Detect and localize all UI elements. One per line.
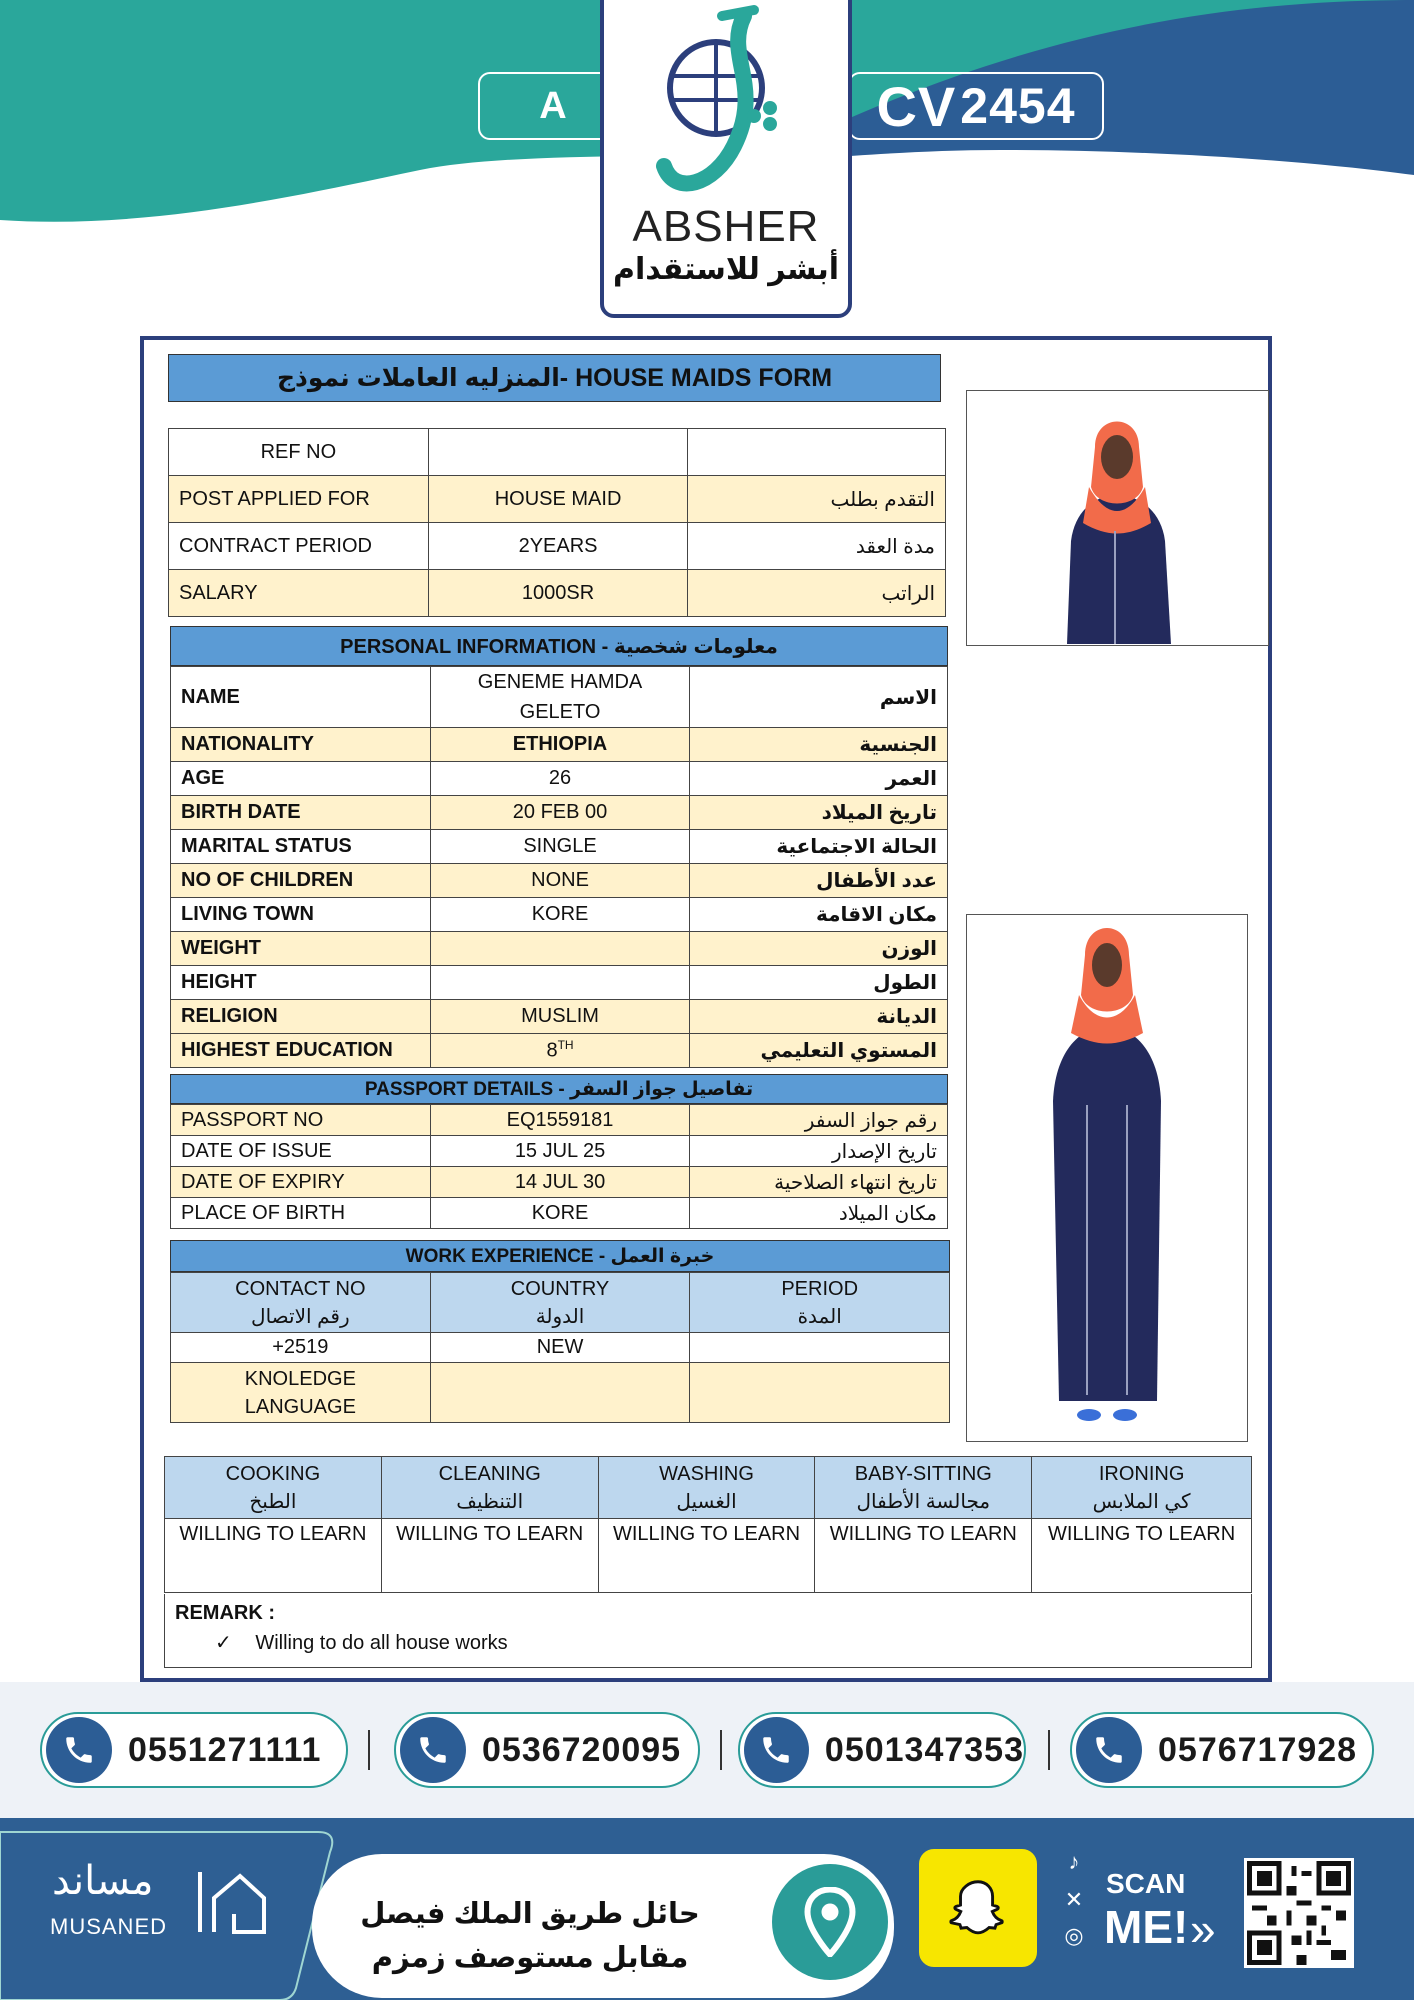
contact-cell: +2519 (171, 1333, 431, 1363)
remark-item (215, 1630, 508, 1655)
remark-label: REMARK : (175, 1602, 275, 1624)
knowledge-label: KNOLEDGE LANGUAGE (171, 1363, 431, 1423)
row-value: EQ1559181 (430, 1105, 690, 1136)
logo-text-ar: أبشر للاستقدام (612, 253, 840, 286)
check-icon: ✓ (215, 1632, 232, 1654)
phone-button[interactable] (738, 1712, 1026, 1788)
skill-value: WILLING TO LEARN (1032, 1519, 1252, 1593)
skill-value: WILLING TO LEARN (815, 1519, 1032, 1593)
divider (368, 1730, 370, 1770)
absher-logo (600, 0, 852, 318)
row-label-ar: رقم جواز السفر (690, 1105, 948, 1136)
cv-number-badge: CV 2454 (848, 72, 1104, 140)
skill-header: BABY-SITTING مجالسة الأطفال (815, 1457, 1032, 1519)
period-cell (690, 1333, 950, 1363)
row-value (430, 966, 690, 1000)
row-value: 8TH (430, 1034, 690, 1068)
table-row (171, 932, 948, 966)
row-label-ar: الديانة (690, 1000, 948, 1034)
address-line: حائل طريق الملك فيصل (360, 1898, 700, 1930)
table-row (169, 429, 946, 476)
row-label-ar (688, 429, 946, 476)
row-label: DATE OF EXPIRY (171, 1167, 431, 1198)
table-row (171, 762, 948, 796)
phone-button[interactable] (1070, 1712, 1374, 1788)
row-label: REF NO (169, 429, 429, 476)
portrait-figure (967, 391, 1267, 644)
phone-icon (400, 1717, 466, 1783)
work-experience-table (170, 1272, 950, 1423)
table-row (171, 864, 948, 898)
row-label-ar: الراتب (688, 570, 946, 617)
column-header: CONTACT NO رقم الاتصال (171, 1273, 431, 1333)
musaned-logo-en: MUSANED (50, 1914, 168, 1939)
version-letter-badge: A (478, 72, 628, 140)
phone-number: 0501347353 (824, 1730, 1024, 1769)
row-label-ar: تاريخ انتهاء الصلاحية (690, 1167, 948, 1198)
row-value: 2YEARS (428, 523, 688, 570)
table-row (171, 966, 948, 1000)
knowledge-extra (690, 1363, 950, 1423)
row-label-ar: تاريخ الإصدار (690, 1136, 948, 1167)
table-row (171, 728, 948, 762)
row-value (430, 932, 690, 966)
logo-emblem (604, 0, 848, 206)
row-label: CONTRACT PERIOD (169, 523, 429, 570)
tiktok-icon[interactable]: ♪ (1068, 1849, 1080, 1874)
row-label-ar: مكان الاقامة (690, 898, 948, 932)
logo-text-en: ABSHER (632, 202, 820, 251)
table-row (169, 570, 946, 617)
row-label-ar: الوزن (690, 932, 948, 966)
scan-me-label: ME! (1104, 1901, 1189, 1953)
scan-label: SCAN (1106, 1868, 1186, 1899)
phone-button[interactable] (394, 1712, 700, 1788)
row-value: KORE (430, 1198, 690, 1229)
row-label: SALARY (169, 570, 429, 617)
phone-number: 0576717928 (1158, 1730, 1358, 1769)
phone-icon (1076, 1717, 1142, 1783)
country-cell: NEW (430, 1333, 690, 1363)
portrait-photo (966, 390, 1269, 646)
table-row (171, 1167, 948, 1198)
personal-info-table (170, 666, 948, 1068)
row-label: NO OF CHILDREN (171, 864, 431, 898)
skill-value: WILLING TO LEARN (165, 1519, 382, 1593)
x-icon[interactable]: ✕ (1064, 1887, 1084, 1912)
row-label-ar: مكان الميلاد (690, 1198, 948, 1229)
table-header-row (165, 1457, 1252, 1519)
table-row (171, 898, 948, 932)
passport-header: PASSPORT DETAILS - تفاصيل جواز السفر (170, 1074, 948, 1104)
cv-form (140, 336, 1272, 1682)
row-value: 14 JUL 30 (430, 1167, 690, 1198)
passport-table (170, 1104, 948, 1229)
job-table (168, 428, 946, 617)
row-value: KORE (430, 898, 690, 932)
row-label-ar: الحالة الاجتماعية (690, 830, 948, 864)
form-title: المنزليه العاملات نموذج- HOUSE MAIDS FORM (168, 354, 941, 402)
row-label: PLACE OF BIRTH (171, 1198, 431, 1229)
column-header: PERIOD المدة (690, 1273, 950, 1333)
full-body-figure (967, 915, 1246, 1440)
remark-text: Willing to do all house works (255, 1632, 508, 1654)
row-value: 20 FEB 00 (430, 796, 690, 830)
work-experience-header: WORK EXPERIENCE - خبرة العمل (170, 1240, 950, 1272)
row-label: DATE OF ISSUE (171, 1136, 431, 1167)
row-label: BIRTH DATE (171, 796, 431, 830)
row-label-ar: المستوي التعليمي (690, 1034, 948, 1068)
table-row (169, 523, 946, 570)
row-label: POST APPLIED FOR (169, 476, 429, 523)
musaned-logo-ar: مساند (52, 1859, 154, 1903)
row-value: 1000SR (428, 570, 688, 617)
skill-header: COOKING الطبخ (165, 1457, 382, 1519)
skill-value: WILLING TO LEARN (598, 1519, 815, 1593)
contact-strip (0, 1682, 1414, 1818)
skill-value: WILLING TO LEARN (381, 1519, 598, 1593)
row-label: MARITAL STATUS (171, 830, 431, 864)
address-line: مقابل مستوصف زمزم (371, 1942, 689, 1974)
table-row (171, 1105, 948, 1136)
knowledge-value (430, 1363, 690, 1423)
divider (1048, 1730, 1050, 1770)
row-label: HIGHEST EDUCATION (171, 1034, 431, 1068)
row-label-ar: العمر (690, 762, 948, 796)
row-label-ar: الجنسية (690, 728, 948, 762)
table-row (171, 667, 948, 728)
phone-icon (744, 1717, 809, 1783)
column-header: COUNTRY الدولة (430, 1273, 690, 1333)
instagram-icon[interactable]: ◎ (1064, 1923, 1084, 1948)
table-header-row (171, 1273, 950, 1333)
row-label: AGE (171, 762, 431, 796)
table-row (171, 1136, 948, 1167)
header-banner (0, 0, 1414, 330)
location-pin-icon (772, 1864, 888, 1980)
row-label: NAME (171, 667, 431, 728)
row-label: NATIONALITY (171, 728, 431, 762)
remark-box (164, 1594, 1252, 1668)
skills-table (164, 1456, 1252, 1593)
row-value: HOUSE MAID (428, 476, 688, 523)
row-value: NONE (430, 864, 690, 898)
phone-button[interactable] (40, 1712, 348, 1788)
snapchat-qr-icon[interactable] (916, 1846, 1040, 1970)
row-value: 26 (430, 762, 690, 796)
row-label-ar: مدة العقد (688, 523, 946, 570)
divider (720, 1730, 722, 1770)
phone-number: 0536720095 (482, 1730, 682, 1769)
row-value: SINGLE (430, 830, 690, 864)
skill-header: CLEANING التنظيف (381, 1457, 598, 1519)
table-row (171, 1198, 948, 1229)
qr-code-icon[interactable] (1244, 1858, 1354, 1968)
row-label: WEIGHT (171, 932, 431, 966)
chevron-right-icon: » (1190, 1903, 1216, 1955)
row-label-ar: الطول (690, 966, 948, 1000)
row-label: RELIGION (171, 1000, 431, 1034)
row-value: 15 JUL 25 (430, 1136, 690, 1167)
skill-header: IRONING كي الملابس (1032, 1457, 1252, 1519)
row-value: ETHIOPIA (430, 728, 690, 762)
table-row (171, 1363, 950, 1423)
row-label-ar: الاسم (690, 667, 948, 728)
table-row (171, 1034, 948, 1068)
full-body-photo (966, 914, 1248, 1442)
row-label: PASSPORT NO (171, 1105, 431, 1136)
table-row (171, 1000, 948, 1034)
table-row (169, 476, 946, 523)
table-row (171, 830, 948, 864)
musaned-house-icon (194, 1862, 274, 1942)
phone-number: 0551271111 (128, 1730, 322, 1769)
row-label-ar: التقدم بطلب (688, 476, 946, 523)
row-value: GENEME HAMDA GELETO (430, 667, 690, 728)
table-row (171, 1333, 950, 1363)
phone-icon (46, 1717, 112, 1783)
row-label-ar: عدد الأطفال (690, 864, 948, 898)
row-label: HEIGHT (171, 966, 431, 1000)
row-label-ar: تاريخ الميلاد (690, 796, 948, 830)
row-value (428, 429, 688, 476)
skill-header: WASHING الغسيل (598, 1457, 815, 1519)
row-label: LIVING TOWN (171, 898, 431, 932)
personal-info-header: PERSONAL INFORMATION - معلومات شخصية (170, 626, 948, 666)
table-row (165, 1519, 1252, 1593)
footer (0, 1818, 1414, 2000)
table-row (171, 796, 948, 830)
row-value: MUSLIM (430, 1000, 690, 1034)
address-box[interactable] (312, 1854, 894, 1998)
